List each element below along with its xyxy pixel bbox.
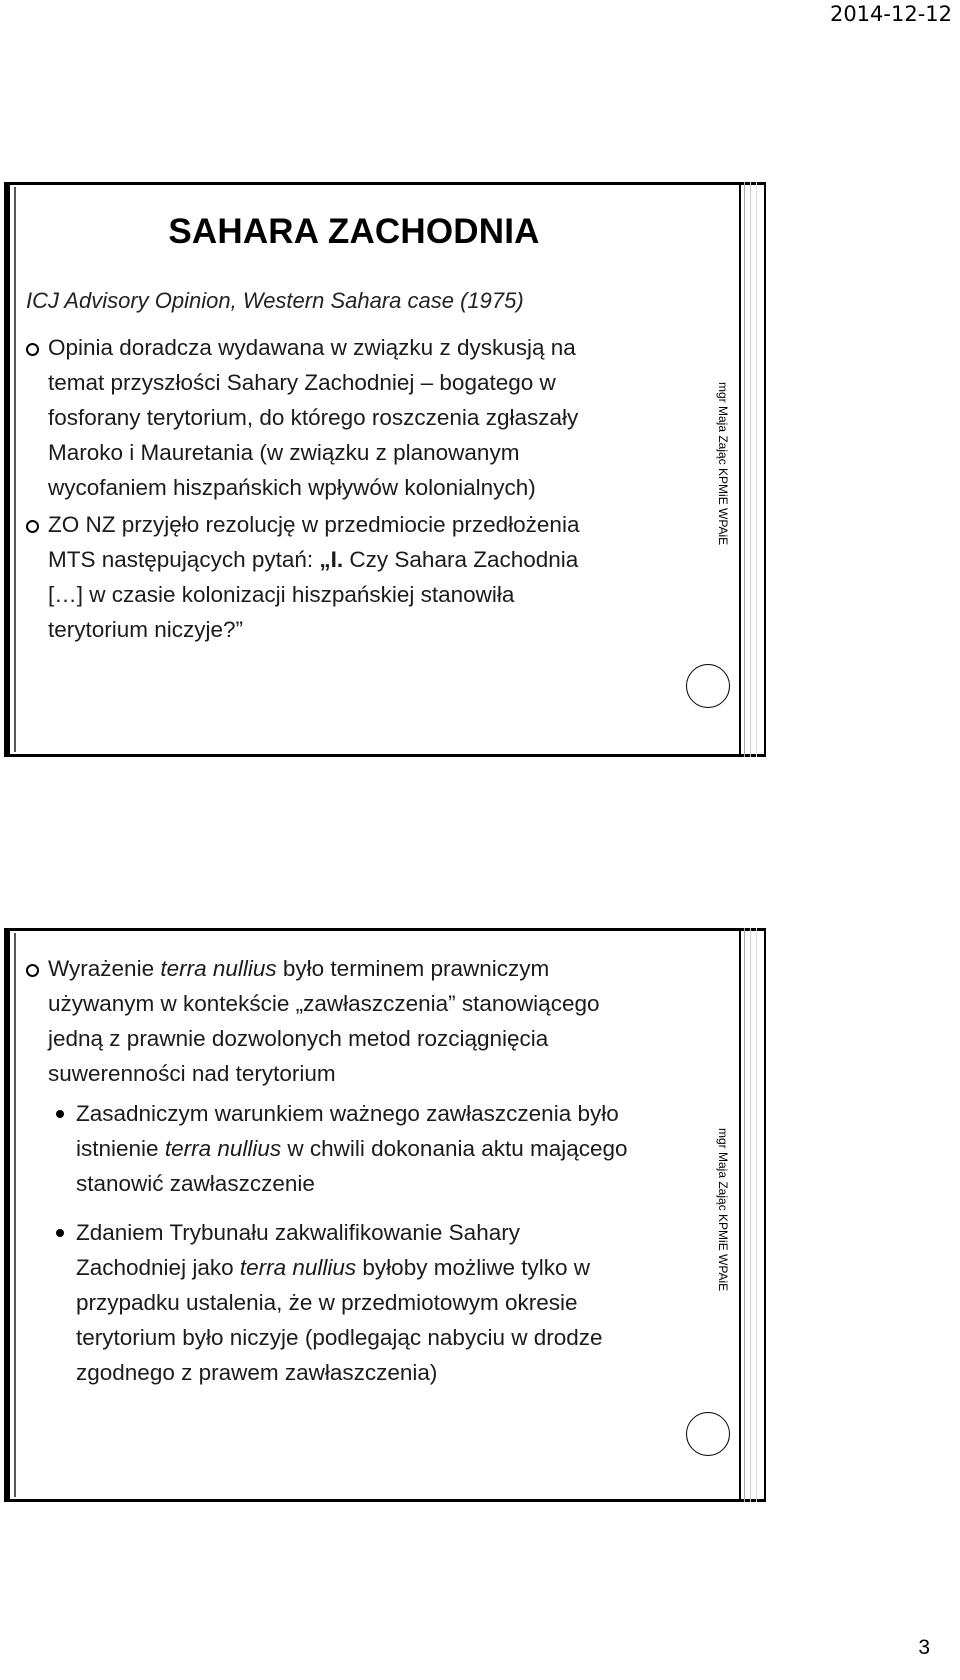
- bullet-line: temat przyszłości Sahary Zachodniej – bogatego w: [48, 370, 556, 395]
- slide-title: SAHARA ZACHODNIA: [168, 212, 540, 251]
- slide-credit: mgr Maja Zając KPMiE WPAiE: [716, 382, 730, 546]
- bullet-text: Wyrażenie: [48, 956, 161, 981]
- slide-credit: mgr Maja Zając KPMiE WPAiE: [716, 1128, 730, 1292]
- list-item: [26, 951, 706, 1091]
- dot-bullet-icon: [56, 1229, 64, 1237]
- ring-bullet-icon: [26, 964, 39, 977]
- ring-bullet-icon: [26, 520, 39, 533]
- ring-bullet-icon: [26, 343, 39, 356]
- bullet-line: Zdaniem Trybunału zakwalifikowanie Sahary: [76, 1220, 520, 1245]
- list-item: [26, 507, 706, 647]
- page-number: 3: [918, 1636, 930, 1659]
- bullet-text: w chwili dokonania aktu mającego: [281, 1136, 628, 1161]
- bullet-text: istnienie: [76, 1136, 165, 1161]
- bullet-line: terytorium niczyje?”: [48, 617, 244, 642]
- bullet-text-italic: terra nullius: [239, 1255, 357, 1280]
- slide-1: [4, 182, 766, 757]
- bullet-line: przypadku ustalenia, że w przedmiotowym okresie: [76, 1290, 578, 1315]
- bullet-text-italic: terra nullius: [160, 956, 277, 981]
- bullet-line: [76, 1131, 714, 1166]
- bullet-text: Zachodniej jako: [76, 1255, 240, 1280]
- bullet-line: fosforany terytorium, do którego roszczenia zgłaszały: [48, 405, 579, 430]
- bullet-text-italic: terra nullius: [164, 1136, 282, 1161]
- bullet-line: stanowić zawłaszczenie: [76, 1171, 315, 1196]
- bullet-text: Czy Sahara Zachodnia: [343, 547, 579, 572]
- bullet-line: suwerenności nad terytorium: [48, 1061, 336, 1086]
- slide-nav-circle: [686, 1412, 730, 1456]
- bullet-text: MTS następujących pytań:: [48, 547, 320, 572]
- bullet-line: [48, 542, 706, 577]
- bullet-line: ZO NZ przyjęło rezolucję w przedmiocie przedłożenia: [48, 512, 580, 537]
- bullet-text: byłoby możliwe tylko w: [356, 1255, 590, 1280]
- bullet-line: [76, 1250, 714, 1285]
- slide-side-rails: [736, 182, 766, 757]
- list-item: [54, 1096, 714, 1201]
- bullet-line: Maroko i Mauretania (w związku z planowanym: [48, 440, 520, 465]
- bullet-line: Zasadniczym warunkiem ważnego zawłaszczenia było: [76, 1101, 619, 1126]
- bullet-line: używanym w kontekście „zawłaszczenia” stanowiącego: [48, 991, 600, 1016]
- bullet-line: wycofaniem hiszpańskich wpływów kolonialnych): [48, 475, 536, 500]
- slide-side-rails: [736, 928, 766, 1502]
- list-item: [26, 330, 706, 505]
- slide-2: [4, 928, 766, 1502]
- page-date: 2014-12-12: [829, 2, 952, 26]
- bullet-line: Opinia doradcza wydawana w związku z dyskusją na: [48, 335, 576, 360]
- bullet-line: zgodnego z prawem zawłaszczenia): [76, 1360, 438, 1385]
- bullet-text: było terminem prawniczym: [276, 956, 550, 981]
- dot-bullet-icon: [56, 1110, 64, 1118]
- slide1-bullet-list: [26, 330, 706, 647]
- slide2-sub-bullet-list: [54, 1096, 714, 1390]
- bullet-text-bold: „I.: [319, 547, 344, 572]
- bullet-line: terytorium było niczyje (podlegając nabyciu w drodze: [76, 1325, 603, 1350]
- bullet-line: […] w czasie kolonizacji hiszpańskiej stanowiła: [48, 582, 515, 607]
- bullet-line: jedną z prawnie dozwolonych metod rozciągnięcia: [48, 1026, 549, 1051]
- slide2-bullet-list: [26, 951, 706, 1091]
- list-item: [54, 1215, 714, 1390]
- slide-nav-circle: [686, 664, 730, 708]
- slide-subtitle: ICJ Advisory Opinion, Western Sahara case (1975): [26, 288, 524, 313]
- bullet-line: [48, 951, 706, 986]
